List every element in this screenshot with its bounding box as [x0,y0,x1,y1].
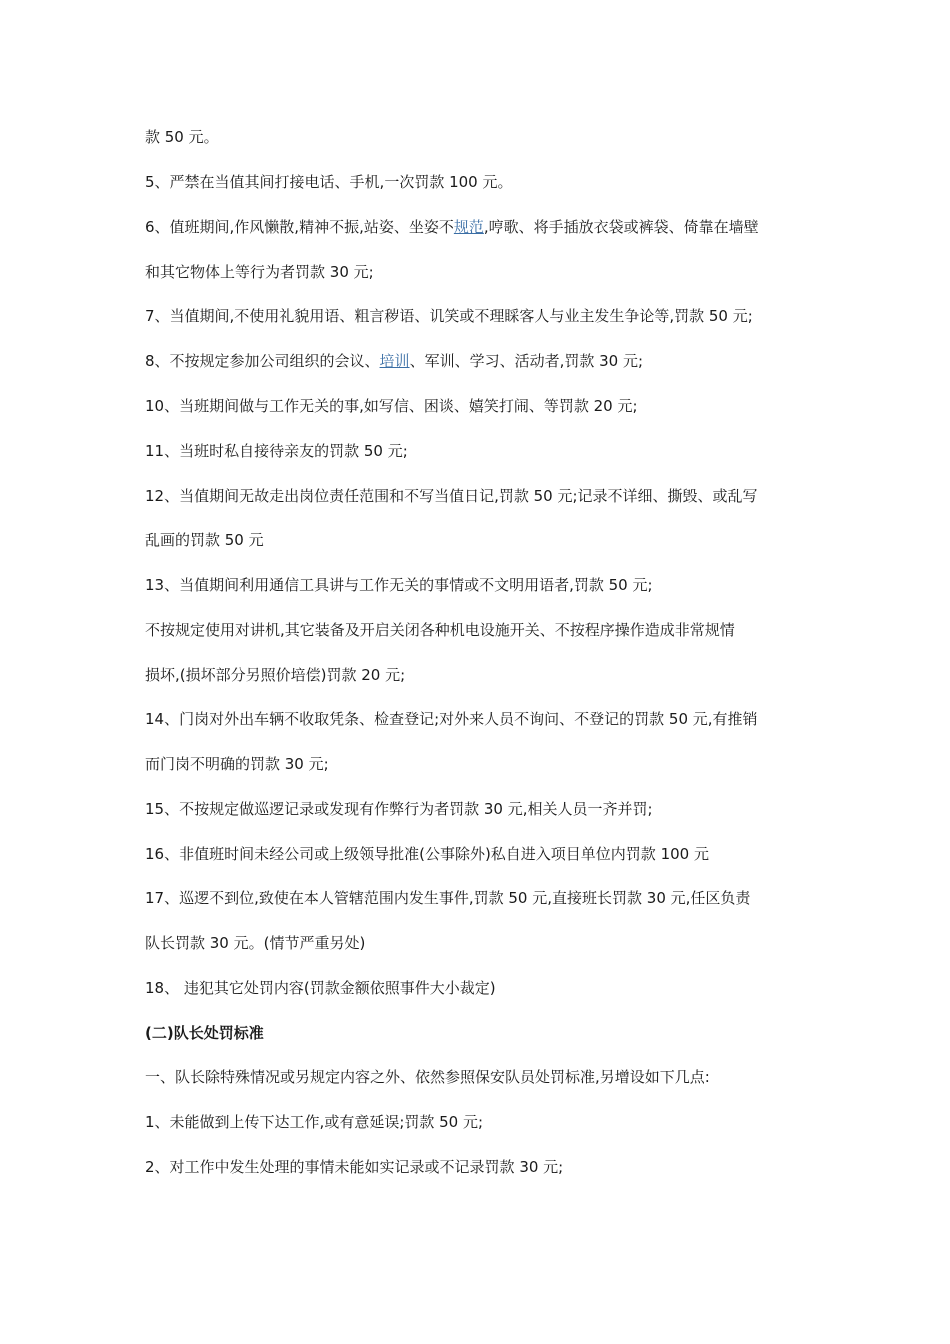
text-line: 1、未能做到上传下达工作,或有意延误;罚款 50 元; [145,1113,484,1131]
text-segment: 6、值班期间,作风懒散,精神不振,站姿、坐姿不 [145,218,454,236]
text-line: 10、当班期间做与工作无关的事,如写信、困谈、嬉笑打闹、等罚款 20 元; [145,397,638,415]
text-line: 16、非值班时间未经公司或上级领导批准(公事除外)私自进入项目单位内罚款 100 元 [145,845,709,863]
text-line: 和其它物体上等行为者罚款 30 元; [145,263,374,281]
text-line: 队长罚款 30 元。(情节严重另处) [145,934,366,952]
link-peixun[interactable]: 培训 [379,352,410,370]
text-segment: 、军训、学习、活动者,罚款 30 元; [409,352,644,370]
text-line: 13、当值期间利用通信工具讲与工作无关的事情或不文明用语者,罚款 50 元; [145,576,653,594]
text-line: 而门岗不明确的罚款 30 元; [145,755,329,773]
text-line: 18、 违犯其它处罚内容(罚款金额依照事件大小裁定) [145,979,496,997]
text-line: 2、对工作中发生处理的事情未能如实记录或不记录罚款 30 元; [145,1158,564,1176]
text-line: 损坏,(损坏部分另照价培偿)罚款 20 元; [145,666,406,684]
text-line: 不按规定使用对讲机,其它装备及开启关闭各种机电设施开关、不按程序操作造成非常规情 [145,621,735,639]
text-line: 5、严禁在当值其间打接电话、手机,一次罚款 100 元。 [145,173,513,191]
text-segment: ,哼歌、将手插放衣袋或裤袋、倚靠在墙壁 [483,218,759,236]
text-line: 14、门岗对外出车辆不收取凭条、检查登记;对外来人员不询问、不登记的罚款 50 元,有推销 [145,710,758,728]
text-line [145,350,825,372]
text-segment: 8、不按规定参加公司组织的会议、 [145,352,380,370]
text-line: 7、当值期间,不使用礼貌用语、粗言秽语、讥笑或不理睬客人与业主发生争论等,罚款 50 元; [145,307,753,325]
section-heading: (二)队长处罚标准 [145,1024,264,1042]
text-line: 款 50 元。 [145,128,219,146]
link-guifan[interactable]: 规范 [453,218,484,236]
text-line: 一、队长除特殊情况或另规定内容之外、依然参照保安队员处罚标准,另增设如下几点: [145,1068,710,1086]
text-line [145,216,825,238]
text-line: 17、巡逻不到位,致使在本人管辖范围内发生事件,罚款 50 元,直接班长罚款 30 元,任区负责 [145,889,751,907]
text-line: 乱画的罚款 50 元 [145,531,264,549]
text-line: 11、当班时私自接待亲友的罚款 50 元; [145,442,408,460]
text-line: 15、不按规定做巡逻记录或发现有作弊行为者罚款 30 元,相关人员一齐并罚; [145,800,653,818]
text-line: 12、当值期间无故走出岗位责任范围和不写当值日记,罚款 50 元;记录不详细、撕毁、或乱写 [145,487,758,505]
